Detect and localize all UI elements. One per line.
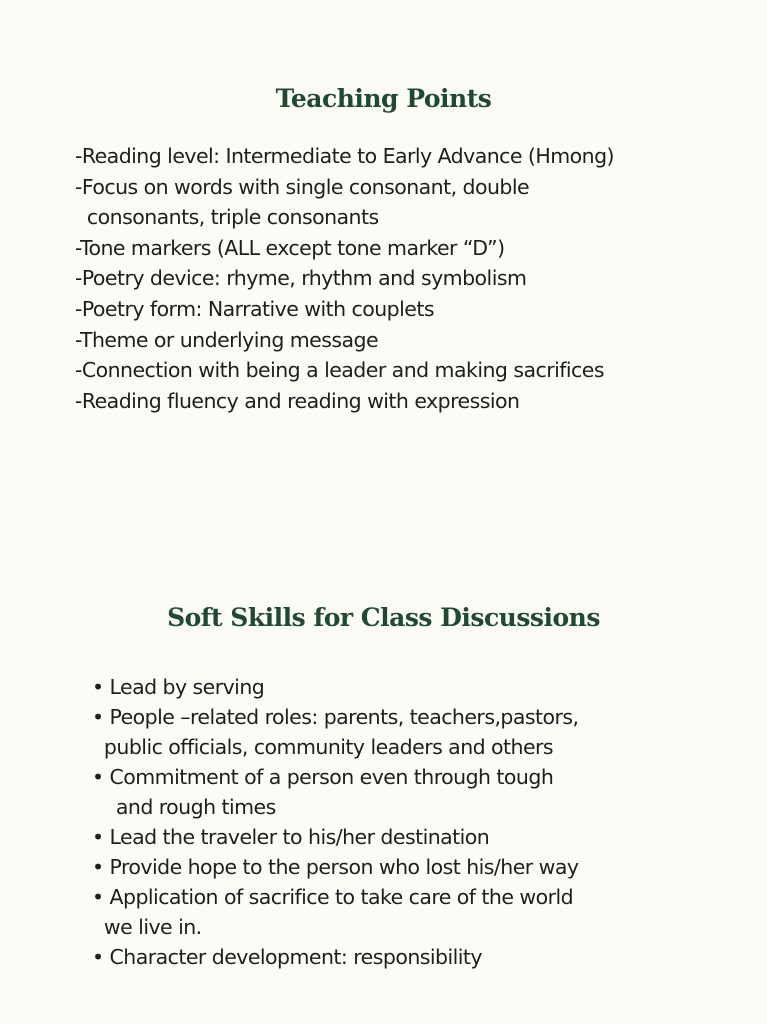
soft-skill-line: • Character development: responsibility (92, 945, 483, 969)
teaching-point-line: -Focus on words with single consonant, double (75, 174, 530, 199)
soft-skill-line: • Provide hope to the person who lost his/her way (92, 855, 579, 879)
teaching-points-heading: Teaching Points (275, 84, 492, 113)
soft-skills-heading: Soft Skills for Class Discussions (167, 603, 600, 632)
soft-skill-line: • Lead the traveler to his/her destination (92, 825, 490, 849)
teaching-point-line: consonants, triple consonants (75, 205, 379, 230)
teaching-point-line: -Poetry form: Narrative with couplets (75, 296, 434, 321)
soft-skill-line: • People –related roles: parents, teachers,pastors, (92, 705, 579, 729)
soft-skills-list (92, 672, 578, 972)
teaching-point-line: -Reading level: Intermediate to Early Advance (Hmong) (75, 144, 614, 168)
teaching-point-line: -Tone markers (ALL except tone marker “D”) (75, 235, 505, 260)
soft-skill-line: we live in. (92, 915, 202, 939)
soft-skill-line: and rough times (92, 795, 276, 819)
teaching-point-line: -Theme or underlying message (75, 327, 379, 352)
soft-skill-line: • Lead by serving (92, 675, 265, 699)
teaching-points-list (75, 141, 614, 416)
soft-skill-line: • Commitment of a person even through tough (92, 765, 554, 789)
soft-skill-line: • Application of sacrifice to take care of the world (92, 885, 574, 909)
soft-skill-line: public officials, community leaders and others (92, 735, 554, 759)
teaching-point-line: -Connection with being a leader and making sacrifices (75, 358, 604, 383)
teaching-point-line: -Poetry device: rhyme, rhythm and symbolism (75, 266, 527, 291)
teaching-point-line: -Reading fluency and reading with expression (75, 388, 520, 413)
